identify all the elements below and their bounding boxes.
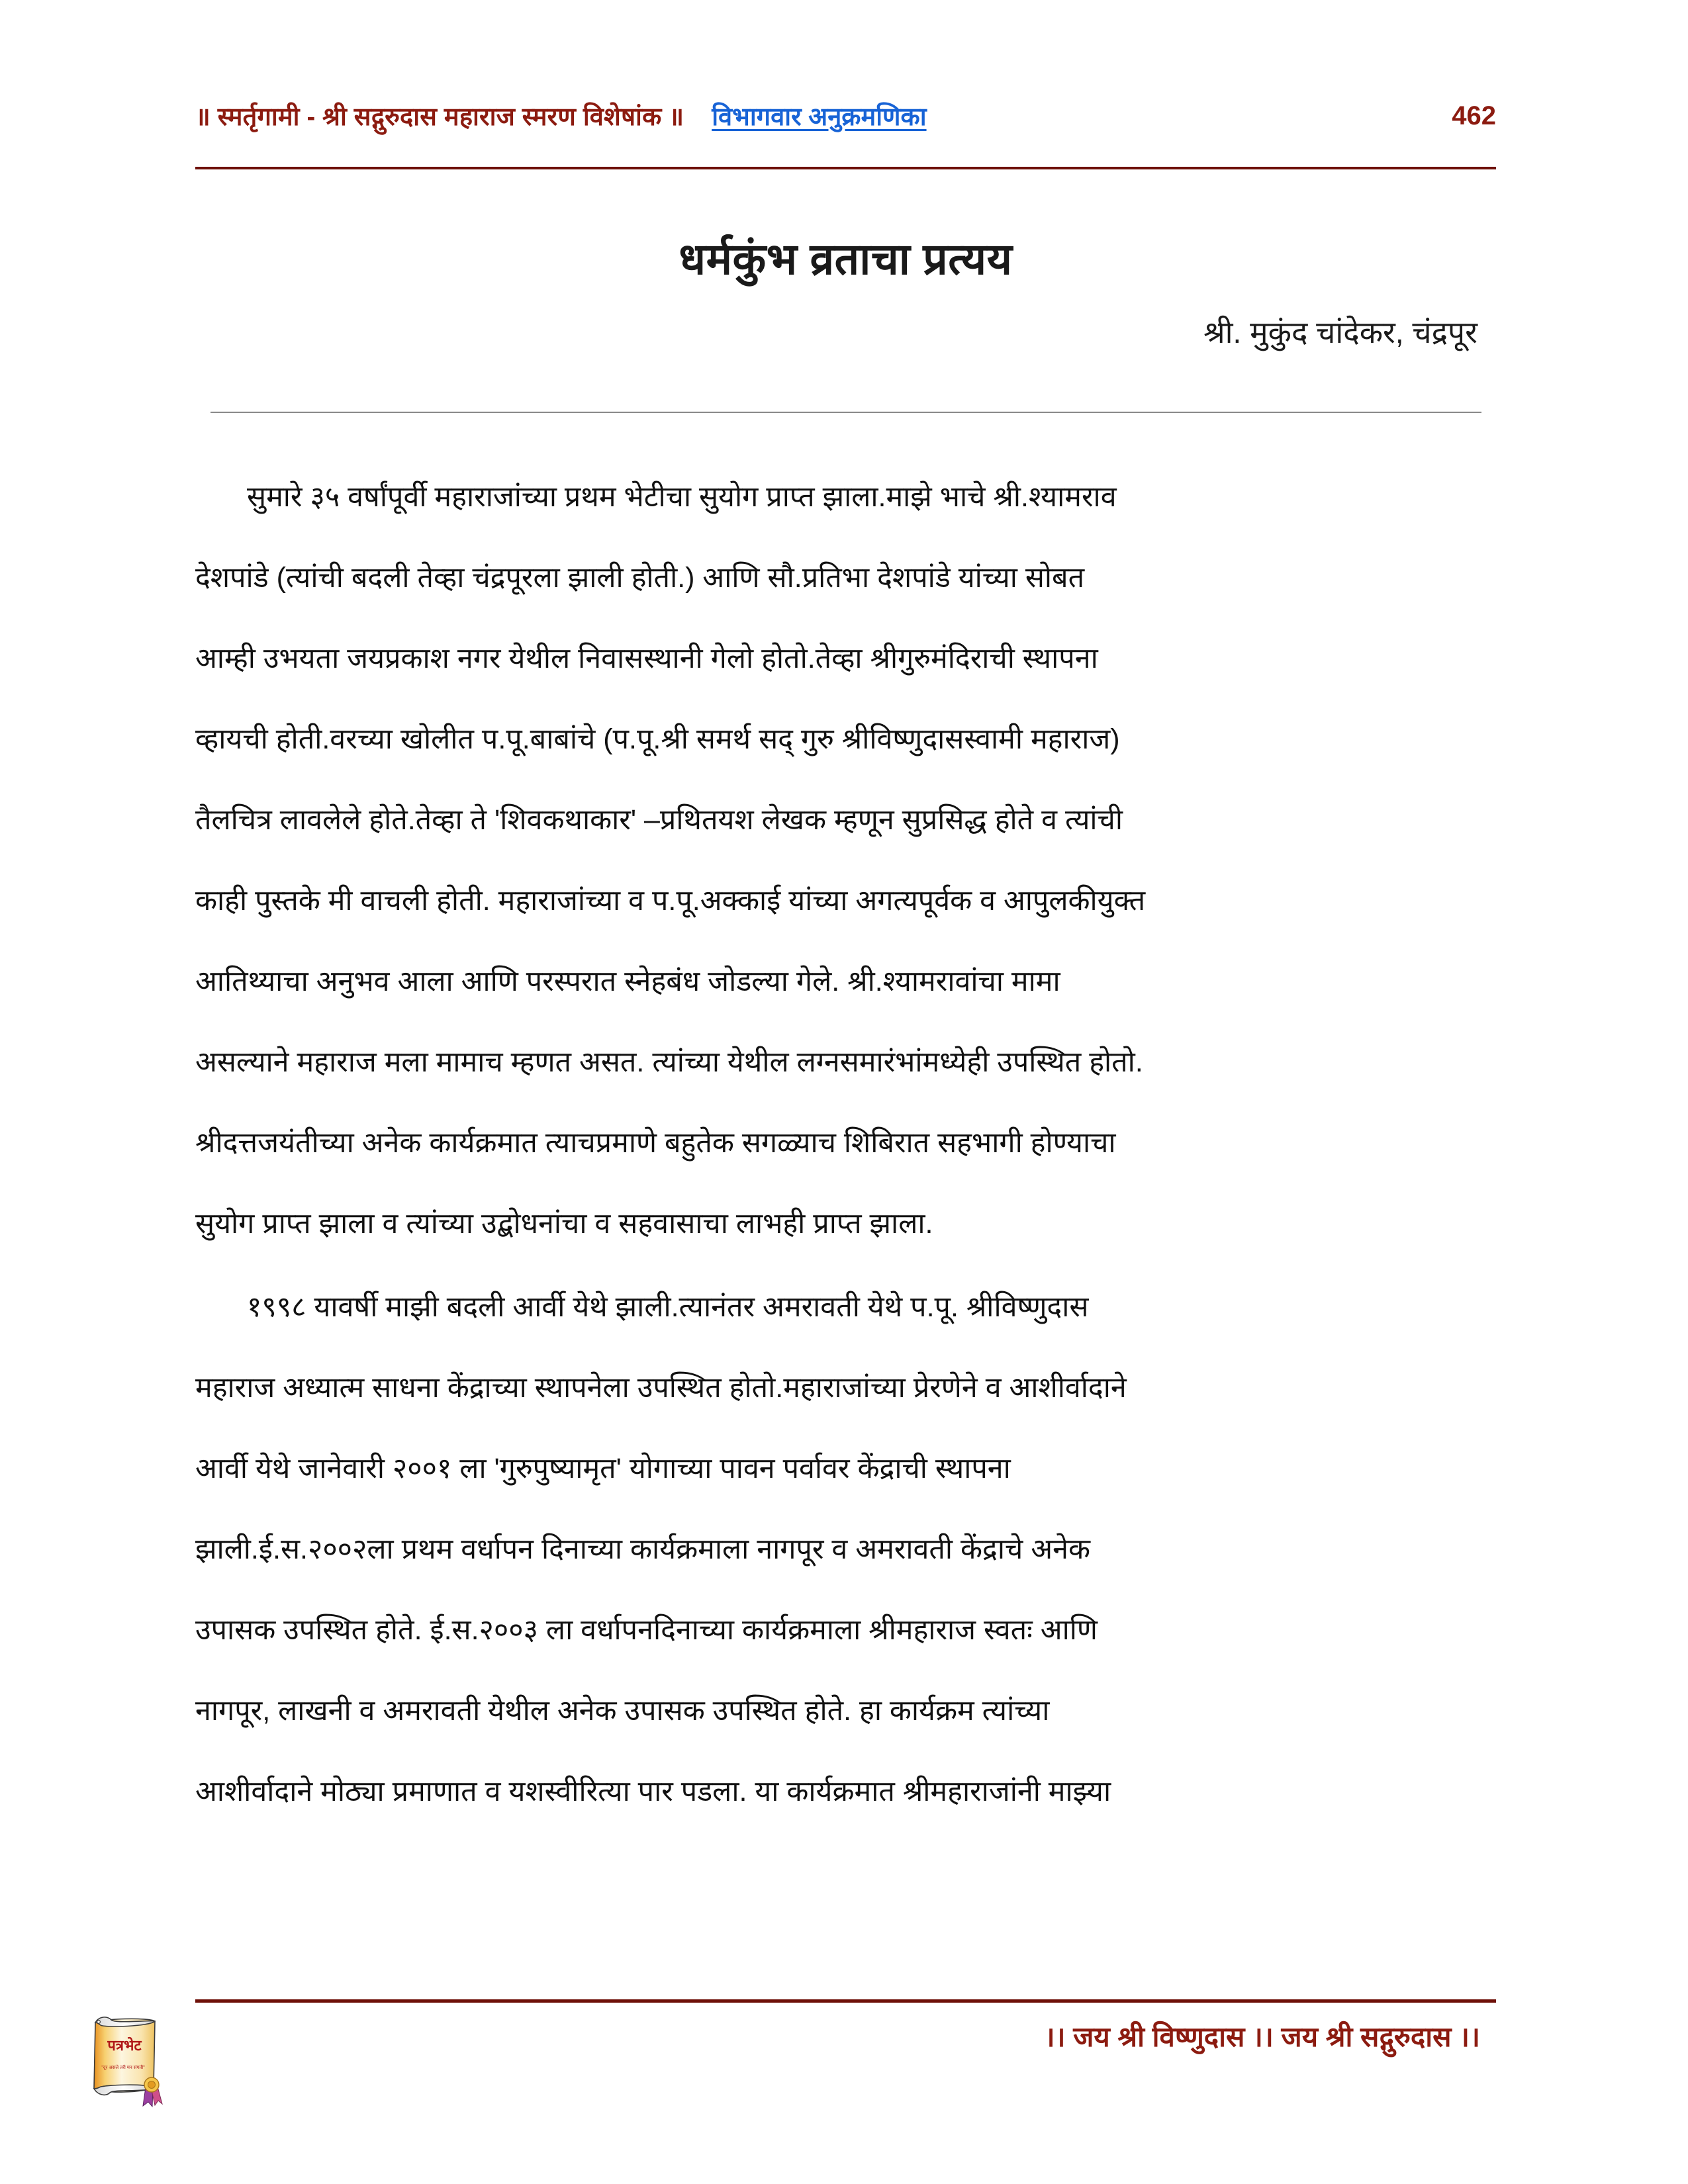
body-line: आतिथ्याचा अनुभव आला आणि परस्परात स्नेहबंध जोडल्या गेले. श्री.श्यामरावांचा मामा <box>195 966 1060 997</box>
body-line: व्हायची होती.वरच्या खोलीत प.पू.बाबांचे (प.पू.श्री समर्थ सद् गुरु श्रीविष्णुदासस्वामी महाराज) <box>195 723 1120 755</box>
logo-title-text: पत्रभेट <box>107 2037 142 2054</box>
body-line: उपासक उपस्थित होते. ई.स.२००३ ला वर्धापनदिनाच्या कार्यक्रमाला श्रीमहाराज स्वतः आणि <box>195 1614 1098 1646</box>
patrabhet-scroll-logo <box>85 2009 164 2109</box>
body-line: श्रीदत्तजयंतीच्या अनेक कार्यक्रमात त्याचप्रमाणे बहुतेक सगळ्याच शिबिरात सहभागी होण्याचा <box>195 1127 1116 1159</box>
article-author: श्री. मुकुंद चांदेकर, चंद्रपूर <box>1203 315 1477 349</box>
page-header <box>195 86 1496 146</box>
title-divider <box>211 412 1481 413</box>
header-banner-title: ॥ स्मर्तृगामी - श्री सद्गुरुदास महाराज स्मरण विशेषांक ॥ <box>195 103 684 131</box>
body-line: तैलचित्र लावलेले होते.तेव्हा ते 'शिवकथाकार' –प्रथितयश लेखक म्हणून सुप्रसिद्ध होते व त्यांची <box>195 804 1123 836</box>
body-line: झाली.ई.स.२००२ला प्रथम वर्धापन दिनाच्या कार्यक्रमाला नागपूर व अमरावती केंद्राचे अनेक <box>195 1533 1091 1565</box>
body-line: आर्वी येथे जानेवारी २००१ ला 'गुरुपुष्यामृत' योगाच्या पावन पर्वावर केंद्राची स्थापना <box>195 1453 1011 1484</box>
body-line: नागपूर, लाखनी व अमरावती येथील अनेक उपासक उपस्थित होते. हा कार्यक्रम त्यांच्या <box>195 1695 1050 1727</box>
page-number: 462 <box>1452 101 1496 130</box>
article-title: धर्मकुंभ व्रताचा प्रत्यय <box>679 234 1013 284</box>
article-body <box>195 457 1498 1832</box>
body-line: सुयोग प्राप्त झाला व त्यांच्या उद्बोधनांचा व सहवासाचा लाभही प्राप्त झाला. <box>195 1208 933 1240</box>
body-line: काही पुस्तके मी वाचली होती. महाराजांच्या व प.पू.अक्काई यांच्या अगत्यपूर्वक व आपुलकीयुक्त <box>195 885 1146 917</box>
body-line: आशीर्वादाने मोठ्या प्रमाणात व यशस्वीरित्या पार पडला. या कार्यक्रमात श्रीमहाराजांनी माझ्या <box>195 1776 1111 1807</box>
body-line: सुमारे ३५ वर्षांपूर्वी महाराजांच्या प्रथम भेटीचा सुयोग प्राप्त झाला.माझे भाचे श्री.श्यामराव <box>247 481 1117 513</box>
body-line: आम्ही उभयता जयप्रकाश नगर येथील निवासस्थानी गेलो होतो.तेव्हा श्रीगुरुमंदिराची स्थापना <box>195 643 1098 674</box>
footer-divider <box>195 1999 1496 2003</box>
body-line: देशपांडे (त्यांची बदली तेव्हा चंद्रपूरला झाली होती.) आणि सौ.प्रतिभा देशपांडे यांच्या सोबत <box>195 562 1085 594</box>
scroll-icon <box>85 2009 164 2109</box>
body-line: महाराज अध्यात्म साधना केंद्राच्या स्थापनेला उपस्थित होतो.महाराजांच्या प्रेरणेने व आशीर्वादाने <box>195 1372 1127 1404</box>
body-line: १९९८ यावर्षी माझी बदली आर्वी येथे झाली.त्यानंतर अमरावती येथे प.पू. श्रीविष्णुदास <box>247 1291 1089 1323</box>
index-link[interactable]: विभागवार अनुक्रमणिका <box>712 103 927 131</box>
footer-blessing: ।। जय श्री विष्णुदास ।। जय श्री सद्गुरुदास ।। <box>1044 2021 1480 2052</box>
header-divider <box>195 167 1496 169</box>
body-line: असल्याने महाराज मला मामाच म्हणत असत. त्यांच्या येथील लग्नसमारंभांमध्येही उपस्थित होतो. <box>195 1046 1143 1078</box>
logo-subtitle-text: "दूर असले तरी मन संगती" <box>101 2066 145 2070</box>
